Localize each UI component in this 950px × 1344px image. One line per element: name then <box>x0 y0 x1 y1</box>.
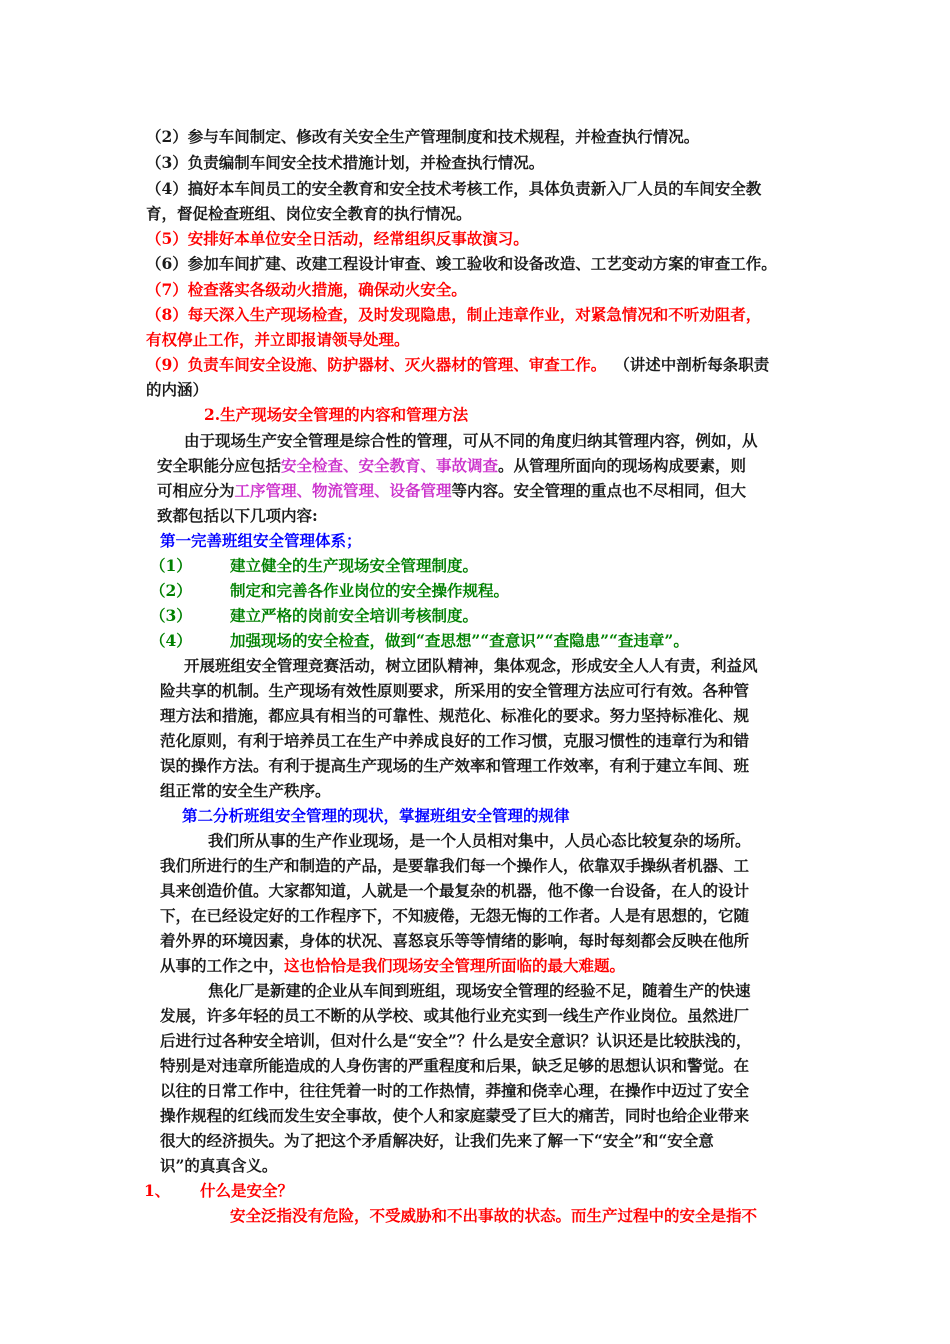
text-span: 从事的工作之中， <box>160 956 285 975</box>
duty-line-highlight: （8）每天深入生产现场检查，及时发现隐患，制止违章作业，对紧急情况和不听劝阻者， <box>146 305 762 324</box>
question-heading <box>144 1180 293 1202</box>
list-number: （2） <box>150 581 192 600</box>
list-number: （1） <box>150 556 192 575</box>
paragraph-line-highlight: 安全泛指没有危险，不受威胁和不出事故的状态。而生产过程中的安全是指不 <box>230 1206 758 1225</box>
paragraph-line: 范化原则，有利于培养员工在生产中养成良好的工作习惯，克服习惯性的违章行为和错 <box>160 731 750 750</box>
list-text: 制定和完善各作业岗位的安全操作规程。 <box>230 581 510 600</box>
paragraph-line: 很大的经济损失。为了把这个矛盾解决好，让我们先来了解一下“安全”和“安全意 <box>160 1131 714 1150</box>
question-number: 1、 <box>144 1181 171 1200</box>
text-span: 可相应分为 <box>157 481 235 500</box>
paragraph-line: 组正常的安全生产秩序。 <box>160 781 331 800</box>
duty-line: 育，督促检查班组、岗位安全教育的执行情况。 <box>146 204 472 223</box>
paragraph-line: 理方法和措施，都应具有相当的可靠性、规范化、标准化的要求。努力坚持标准化、规 <box>160 706 750 725</box>
duty-line: （2）参与车间制定、修改有关安全生产管理制度和技术规程，并检查执行情况。 <box>146 127 700 146</box>
subsection-heading: 第二分析班组安全管理的现状，掌握班组安全管理的规律 <box>182 806 570 825</box>
highlight-span: 这也恰恰是我们现场安全管理所面临的最大难题。 <box>284 956 626 975</box>
duty-line: （3）负责编制车间安全技术措施计划，并检查执行情况。 <box>146 153 545 172</box>
text-span: 等内容。安全管理的重点也不尽相同，但大 <box>451 481 747 500</box>
text-span: 。从管理所面向的现场构成要素，则 <box>498 456 747 475</box>
duty-note: （讲述中剖析每条职责 <box>614 355 770 374</box>
paragraph-line: 险共享的机制。生产现场有效性原则要求，所采用的安全管理方法应可行有效。各种管 <box>160 681 750 700</box>
question-title: 什么是安全？ <box>200 1181 294 1200</box>
duty-line-highlight: 有权停止工作，并立即报请领导处理。 <box>146 330 410 349</box>
paragraph-line: 开展班组安全管理竞赛活动，树立团队精神，集体观念，形成安全人人有责，利益风 <box>184 656 758 675</box>
list-number: （3） <box>150 606 192 625</box>
duty-text-highlight: （9）负责车间安全设施、防护器材、灭火器材的管理、审查工作。 <box>146 355 607 374</box>
duty-line: （4）搞好本车间员工的安全教育和安全技术考核工作，具体负责新入厂人员的车间安全教 <box>146 179 762 198</box>
duty-line: 的内涵） <box>146 380 209 399</box>
paragraph-line: 焦化厂是新建的企业从车间到班组，现场安全管理的经验不足，随着生产的快速 <box>208 981 751 1000</box>
paragraph-line: 下，在已经设定好的工作程序下，不知疲倦，无怨无悔的工作者。人是有思想的，它随 <box>160 906 750 925</box>
paragraph-line: 后进行过各种安全培训，但对什么是“安全”？什么是安全意识？认识还是比较肤浅的， <box>160 1031 752 1050</box>
paragraph-line: 识”的真真含义。 <box>160 1156 278 1175</box>
paragraph-line: 特别是对违章所能造成的人身伤害的严重程度和后果，缺乏足够的思想认识和警觉。在 <box>160 1056 750 1075</box>
paragraph-line: 我们所进行的生产和制造的产品，是要靠我们每一个操作人，依靠双手操纵者机器、工 <box>160 856 750 875</box>
list-text: 加强现场的安全检查，做到“查思想”“查意识”“查隐患”“查违章”。 <box>230 631 689 650</box>
list-text: 建立健全的生产现场安全管理制度。 <box>230 556 479 575</box>
paragraph-line <box>160 955 625 977</box>
list-number: （4） <box>150 631 192 650</box>
highlight-span: 安全检查、安全教育、事故调查 <box>281 456 499 475</box>
paragraph-line: 以往的日常工作中，往往凭着一时的工作热情，莽撞和侥幸心理，在操作中迈过了安全 <box>160 1081 750 1100</box>
paragraph-line: 由于现场生产安全管理是综合性的管理，可从不同的角度归纳其管理内容，例如，从 <box>184 431 758 450</box>
highlight-span: 工序管理、物流管理、设备管理 <box>234 481 452 500</box>
paragraph-line: 具来创造价值。大家都知道，人就是一个最复杂的机器，他不像一台设备，在人的设计 <box>160 881 750 900</box>
duty-line-highlight: （5）安排好本单位安全日活动，经常组织反事故演习。 <box>146 229 529 248</box>
text-span: 安全职能分应包括 <box>157 456 282 475</box>
subsection-heading: 第一完善班组安全管理体系； <box>160 531 362 550</box>
list-item <box>150 555 478 577</box>
paragraph-line: 发展，许多年轻的员工不断的从学校、或其他行业充实到一线生产作业岗位。虽然进厂 <box>160 1006 750 1025</box>
list-item <box>150 580 509 602</box>
section-heading: 2.生产现场安全管理的内容和管理方法 <box>204 405 469 424</box>
paragraph-line <box>157 480 746 502</box>
duty-line-highlight: （7）检查落实各级动火措施，确保动火安全。 <box>146 280 467 299</box>
paragraph-line: 我们所从事的生产作业现场，是一个人员相对集中，人员心态比较复杂的场所。 <box>208 831 751 850</box>
list-item <box>150 605 478 627</box>
duty-line-mixed <box>146 354 769 376</box>
paragraph-line: 操作规程的红线而发生安全事故，使个人和家庭蒙受了巨大的痛苦，同时也给企业带来 <box>160 1106 750 1125</box>
duty-line: （6）参加车间扩建、改建工程设计审查、竣工验收和设备改造、工艺变动方案的审查工作。 <box>146 254 777 273</box>
list-item <box>150 630 689 652</box>
paragraph-line: 着外界的环境因素，身体的状况、喜怒哀乐等等情绪的影响，每时每刻都会反映在他所 <box>160 931 750 950</box>
list-text: 建立严格的岗前安全培训考核制度。 <box>230 606 479 625</box>
paragraph-line <box>157 455 746 477</box>
paragraph-line: 致都包括以下几项内容: <box>157 506 318 525</box>
paragraph-line: 误的操作方法。有利于提高生产现场的生产效率和管理工作效率，有利于建立车间、班 <box>160 756 750 775</box>
